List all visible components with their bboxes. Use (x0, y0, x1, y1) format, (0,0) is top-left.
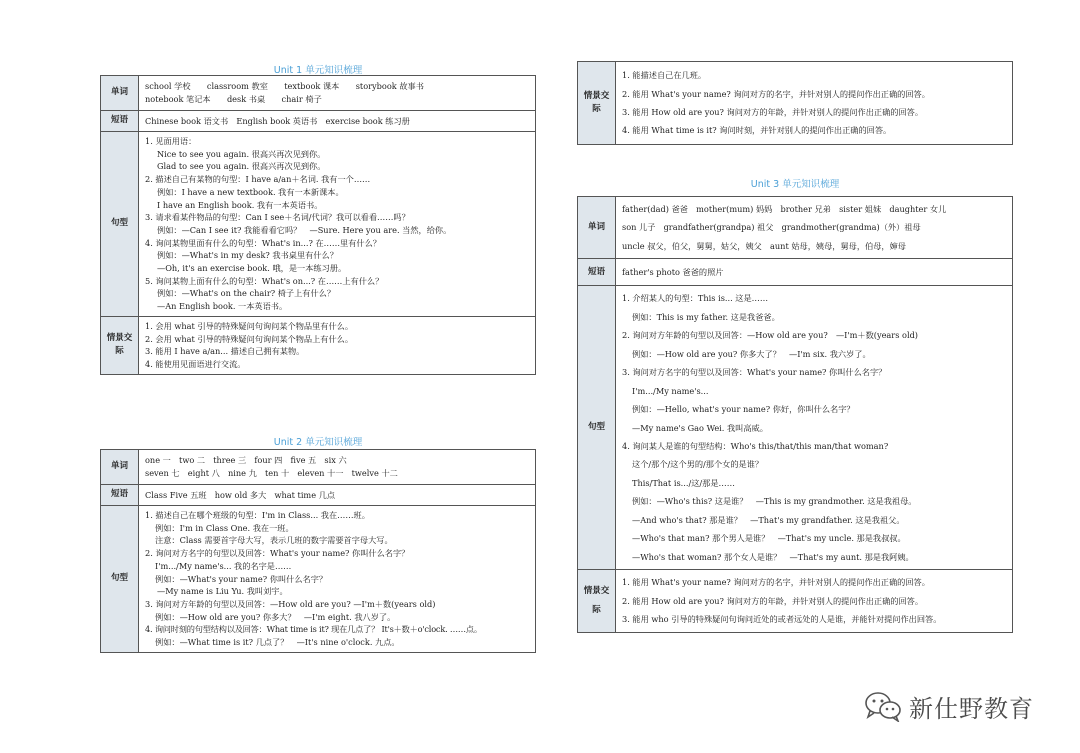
unit2-title: Unit 2 单元知识梳理 (273, 437, 363, 448)
text-line: —Who's that woman? 那个女人是谁？ —That's my aunt. 那是我阿姨。 (632, 551, 914, 562)
unit1-table (100, 75, 536, 375)
category-label: 句型 (578, 286, 616, 570)
unit2-row-phrases (101, 485, 536, 506)
text-line: 例如：—What's your name? 你叫什么名字？ (155, 573, 328, 584)
category-label: 单词 (578, 197, 616, 259)
category-label: 短语 (101, 111, 139, 132)
communication-content (616, 62, 1013, 145)
text-line: 2. 能用 How old are you? 询问对方的年龄，并针对别人的提问作出正确的回答。 (622, 595, 924, 606)
text-line: I'm.../My name's... 我的名字是…… (155, 560, 292, 571)
text-line: school 学校 classroom 教室 textbook 课本 storybook 故事书 (145, 81, 424, 92)
words-content (139, 450, 536, 485)
text-line: —My name's Gao Wei. 我叫高威。 (632, 422, 768, 433)
unit1-row-communication (101, 316, 536, 374)
text-line: 3. 询问对方名字的句型以及回答：What's your name? 你叫什么名字？ (622, 367, 887, 378)
text-line: 例如：This is my father. 这是我爸爸。 (632, 311, 780, 322)
text-line: 例如：—What time is it? 几点了？ —It's nine o'clock. 九点。 (155, 637, 400, 648)
text-line: 例如：—Can I see it? 我能看看它吗？ —Sure. Here you are. 当然，给你。 (157, 224, 452, 235)
text-line: 1. 会用 what 引导的特殊疑问句询问某个物品里有什么。 (145, 320, 354, 331)
unit1-title: Unit 1 单元知识梳理 (273, 65, 363, 76)
category-label: 情景交际 (101, 316, 139, 374)
text-line: 例如：—How old are you? 你多大了？ —I'm six. 我六岁了。 (632, 348, 871, 359)
unit1-row-phrases (101, 111, 536, 132)
unit2-continued-table (577, 61, 1013, 145)
text-line: This/That is.../这/那是…… (632, 477, 735, 488)
text-line: 3. 询问对方年龄的句型以及回答：—How old are you? —I'm＋数(years old) (145, 598, 436, 609)
sentences-content (139, 506, 536, 653)
text-line: Glad to see you again. 很高兴再次见到你。 (157, 161, 326, 172)
text-line: 4. 询问某物里面有什么的句型：What's in...? 在……里有什么？ (145, 237, 381, 248)
text-line: Chinese book 语文书 English book 英语书 exercise book 练习册 (145, 115, 410, 126)
unit1-row-sentences (101, 132, 536, 317)
text-line: —Oh, it's an exercise book. 哦，是一本练习册。 (157, 263, 347, 274)
text-line: 1. 介绍某人的句型：This is... 这是…… (622, 293, 769, 304)
phrases-content (616, 259, 1013, 286)
text-line: 1. 能描述自己在几班。 (622, 70, 707, 81)
text-line: —And who's that? 那是谁？ —That's my grandfather. 这是我祖父。 (632, 514, 905, 525)
text-line: 3. 能用 How old are you? 询问对方的年龄，并针对别人的提问作出正确的回答。 (622, 107, 924, 117)
watermark-text: 新仕野教育 (909, 694, 1034, 723)
text-line: 4. 询问时刻的句型结构以及回答：What time is it? 现在几点了？ It's＋数＋o'clock. ……点。 (145, 624, 482, 635)
text-line: one 一 two 二 three 三 four 四 five 五 six 六 (145, 455, 347, 466)
wechat-icon (863, 690, 903, 722)
text-line: 1. 见面用语： (145, 136, 197, 146)
category-label: 短语 (101, 485, 139, 506)
text-line: 例如：—What's on the chair? 椅子上有什么？ (157, 288, 336, 299)
text-line: 1. 描述自己在哪个班级的句型：I'm in Class... 我在……班。 (145, 510, 370, 520)
text-line: 例如：—Hello, what's your name? 你好，你叫什么名字？ (632, 404, 855, 415)
text-line: Nice to see you again. 很高兴再次见到你。 (157, 148, 326, 159)
text-line: son 儿子 grandfather(grandpa) 祖父 grandmother(grandma)（外）祖母 (622, 222, 921, 233)
unit3-table (577, 196, 1013, 633)
category-label: 情景交际 (578, 570, 616, 632)
text-line: 例如：I'm in Class One. 我在一班。 (155, 522, 294, 533)
unit3-row-sentences (578, 286, 1013, 570)
text-line: 2. 会用 what 引导的特殊疑问句询问某个物品上有什么。 (145, 333, 354, 344)
text-line: 3. 请求看某件物品的句型：Can I see＋名词/代词？我可以看看……吗？ (145, 212, 410, 223)
text-line: 例如：—What's in my desk? 我书桌里有什么？ (157, 250, 338, 261)
text-line: 2. 能用 What's your name? 询问对方的名字，并针对别人的提问作出正确的回答。 (622, 88, 930, 99)
unit3-row-communication (578, 570, 1013, 632)
unit1-row-words (101, 76, 536, 111)
unit3-row-phrases (578, 259, 1013, 286)
text-line: father(dad) 爸爸 mother(mum) 妈妈 brother 兄弟 sister 姐妹 daughter 女儿 (622, 204, 947, 214)
unit3-title: Unit 3 单元知识梳理 (750, 179, 840, 190)
communication-content (616, 570, 1013, 632)
text-line: 3. 能用 I have a/an... 描述自己拥有某物。 (145, 346, 305, 357)
unit2-row-sentences (101, 506, 536, 653)
text-line: 例如：I have a new textbook. 我有一本新课本。 (157, 186, 344, 197)
text-line: —My name is Liu Yu. 我叫刘宇。 (157, 586, 288, 597)
sentences-content (139, 132, 536, 317)
category-label: 句型 (101, 132, 139, 317)
text-line: 3. 能用 who 引导的特殊疑问句询问近处的或者远处的人是谁，并能针对提问作出回答。 (622, 614, 942, 625)
text-line: 例如：—How old are you? 你多大？ —I'm eight. 我八岁了。 (155, 611, 396, 622)
text-line: 1. 能用 What's your name? 询问对方的名字，并针对别人的提问作出正确的回答。 (622, 577, 930, 588)
text-line: father's photo 爸爸的照片 (622, 267, 724, 278)
category-label: 单词 (101, 450, 139, 485)
text-line: 4. 询问某人是谁的句型结构：Who's this/that/this man/that woman? (622, 440, 889, 451)
text-line: —An English book. 一本英语书。 (157, 301, 288, 312)
text-line: 2. 描述自己有某物的句型：I have a/an＋名词. 我有一个…… (145, 174, 371, 185)
text-line: I'm.../My name's... (632, 385, 709, 396)
category-label: 短语 (578, 259, 616, 286)
phrases-content (139, 111, 536, 132)
text-line: 这个/那个/这个男的/那个女的是谁？ (632, 459, 764, 470)
text-line: seven 七 eight 八 nine 九 ten 十 eleven 十一 twelve 十二 (145, 468, 398, 478)
category-label: 情景交际 (578, 62, 616, 145)
phrases-content (139, 485, 536, 506)
text-line: 5. 询问某物上面有什么的句型：What's on...? 在……上有什么？ (145, 275, 384, 286)
text-line: 4. 能用 What time is it? 询问时刻，并针对别人的提问作出正确的回答。 (622, 125, 892, 136)
communication-content (139, 316, 536, 374)
unit2-row-words (101, 450, 536, 485)
unit2-row-communication (578, 62, 1013, 145)
text-line: notebook 笔记本 desk 书桌 chair 椅子 (145, 94, 322, 104)
text-line: —Who's that man? 那个男人是谁？ —That's my uncle. 那是我叔叔。 (632, 533, 906, 544)
words-content (616, 197, 1013, 259)
words-content (139, 76, 536, 111)
watermark (863, 689, 1043, 723)
text-line: 2. 询问对方名字的句型以及回答：What's your name? 你叫什么名字？ (145, 548, 410, 559)
text-line: 注意：Class 需要首字母大写，表示几班的数字需要首字母大写。 (155, 535, 393, 546)
text-line: uncle 叔父，伯父，舅舅，姑父，姨父 aunt 姑母，姨母，舅母，伯母，婶母 (622, 240, 906, 251)
text-line: 例如：—Who's this? 这是谁？ —This is my grandmother. 这是我祖母。 (632, 496, 917, 507)
text-line: I have an English book. 我有一本英语书。 (157, 199, 323, 210)
text-line: 4. 能使用见面语进行交流。 (145, 358, 246, 369)
text-line: Class Five 五班 how old 多大 what time 几点 (145, 489, 336, 500)
sentences-content (616, 286, 1013, 570)
unit3-row-words (578, 197, 1013, 259)
category-label: 句型 (101, 506, 139, 653)
text-line: 2. 询问对方年龄的句型以及回答：—How old are you? —I'm＋数(years old) (622, 330, 919, 341)
category-label: 单词 (101, 76, 139, 111)
unit2-table (100, 449, 536, 653)
